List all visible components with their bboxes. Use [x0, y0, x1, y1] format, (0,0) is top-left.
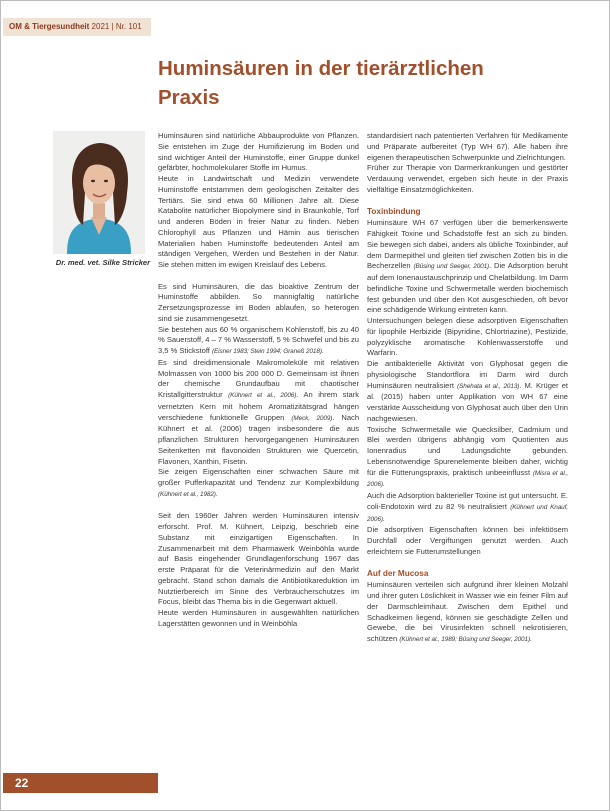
citation: (Shehata et al., 2013) — [457, 382, 520, 390]
paragraph-text: Sie zeigen Eigenschaften einer schwachen Säure mit großer Pufferkapazität und Tendenz zur Komplexbildung — [158, 467, 359, 487]
author-portrait-image — [53, 131, 145, 254]
author-photo — [53, 131, 145, 254]
paragraph: Heute in Landwirtschaft und Medizin verwendete Huminstoffe entstammen dem geologischen Zeitalter des Tertiärs. Sie sind etwa 60 Millionen Jahre alt. Diese Katabolite natürlicher Biopolymere sind in Braunkohle, Torf und anderen Böden in freier Natur zu finden. Neben Chlorophyll aus Pflanzen und Hämin aus tierischen Materialien haben Huminstoffe bedeutenden Anteil am ständigen Vergehen, Werden und Bestehen in der Natur. Sie stehen mitten im ewigen Kreislauf des Lebens. — [158, 174, 359, 269]
paragraph-text: Es sind dreidimensionale Makromoleküle mit relativen Molmassen von 1000 bis 200 000 D. Gemeinsam ist ihnen der chemische Grundaufbau mit chaotischer Kristallgitterstruktur — [158, 357, 359, 399]
paragraph-text: . An ihrem stark vernetzten Kern mit hohem Aromatizitätsgrad hängen verschiedene funktionelle Gruppen — [158, 390, 359, 422]
page-number: 22 — [15, 776, 29, 790]
text-column-right — [367, 131, 568, 646]
paragraph-gap — [367, 196, 568, 207]
publication-name: OM & Tiergesundheit — [9, 22, 90, 31]
paragraph — [367, 491, 568, 525]
paragraph-text: Auch die Adsorption bakterieller Toxine ist gut untersucht. E. coli-Endotoxin wird zu 82 % neutralisiert — [367, 491, 568, 511]
citation: (Büsing und Seeger, 2001) — [413, 263, 490, 271]
paragraph: Huminsäuren sind natürliche Abbauprodukte von Pflanzen. Sie entstehen im Zuge der Humifizierung im Boden und sind wichtiger Anteil der Huminstoffe, einer Gruppe dunkel gefärbter, hochmolekularer Stoffe im Humus. — [158, 131, 359, 173]
title-line-2: Praxis — [158, 86, 220, 109]
paragraph-text: . M. Krüger et al. (2015) haben unter Applikation von WH 67 eine verstärkte Ausscheidung von Glyphosat auch über den Urin nachgewiesen. — [367, 380, 568, 423]
paragraph-gap — [158, 501, 359, 512]
paragraph — [158, 467, 359, 500]
paragraph: Seit den 1960er Jahren werden Huminsäuren intensiv erforscht. Prof. M. Kühnert, Leipzig, beschrieb eine Substanz mit einzigartigen Eigenschaften. In Zusammenarbeit mit dem Pharmawerk Weinböhla wurde auf Basis eingehender Grundlagenforschung 1967 das erste Präparat für die Veterinärmedizin auf den Markt gebracht. Stand schon damals die Antibiotikareduktion im Nutztierbereich im Sinne des Verbraucherschutzes im Focus, bleibt das Thema bis in die Gegenwart aktuell. — [158, 511, 359, 607]
citation: (Kühnert und Knauf, 2006). — [367, 503, 568, 523]
paragraph-text: . Die Adsorption beruht auf dem Ionenaustauschprinzip und Chelatbildung. Im Darm befindliche Toxine und Schwermetalle werden biochemisch fest gebunden und über den Kot ausgeschieden, oft bevor eine schädigende Wirkung eintreten kann. — [367, 261, 568, 315]
author-caption: Dr. med. vet. Silke Stricker — [55, 258, 150, 267]
paragraph: Untersuchungen belegen diese adsorptiven Eigenschaften für lipophile Herbizide (Bipyridine, Chlortriazine), Pestizide, polyzyklische aromatische Kohlenwasserstoffe und Warfarin. — [367, 316, 568, 358]
issue-info: 2021 | Nr. 101 — [91, 22, 142, 31]
paragraph — [367, 425, 568, 492]
footer-bar — [3, 773, 158, 793]
paragraph: Heute werden Huminsäuren in ausgewählten natürlichen Lagerstätten gewonnen und in Weinböhla — [158, 608, 359, 628]
citation: (Kühnert et al., 1989; Büsing und Seeger, 2001). — [399, 636, 532, 643]
citation: (Misra et al., 2006). — [367, 469, 568, 489]
paragraph-gap — [367, 558, 568, 569]
text-column-left — [158, 131, 359, 630]
paragraph: standardisiert nach patentierten Verfahren für Medikamente und Präparate aufbereitet (Typ WH 67). Alle haben ihre eigenen therapeutischen Schwerpunkte und Zielrichtungen. — [367, 131, 568, 162]
paragraph-text: Toxische Schwermetalle wie Quecksilber, Cadmium und Blei werden übrigens abhängig vom Quotienten aus Ionenradius und Ladungsdichte gebunden. Lebensnotwendige Spurenelemente bleiben daher, wichtig für die Fütterungspraxis, praktisch unbeeinflusst — [367, 424, 568, 477]
paragraph-text: Die antibakterielle Aktivität von Glyphosat gegen die physiologische Standortflora im Darm wird durch Huminsäuren neutralisiert — [367, 359, 568, 390]
paragraph-gap — [158, 271, 359, 282]
paragraph: Es sind Huminsäuren, die das bioaktive Zentrum der Huminstoffe abbilden. So mannigfaltig natürliche Zersetzungsprozesse im Boden ablaufen, so heterogen sind sie zusammengesetzt. — [158, 281, 359, 323]
paragraph — [158, 358, 359, 468]
citation: (Meck, 2009) — [291, 414, 333, 422]
section-heading-toxinbindung: Toxinbindung — [367, 207, 421, 217]
paragraph — [367, 580, 568, 646]
paragraph-text: Huminsäure WH 67 verfügen über die bemerkenswerte Fähigkeit Toxine und Schadstoffe fest an sich zu binden. Sie bewegen sich dabei, anders als übliche Toxinbinder, auf dem Darmepithel und gleiten tief zwischen Zotten bis in die Becherzellen — [367, 218, 568, 271]
header-bar — [3, 18, 151, 36]
citation: (Kühnert et al., 1982). — [158, 490, 218, 498]
paragraph-text: Huminsäuren verteilen sich aufgrund ihrer kleinen Molzahl und ihrer guten Löslichkeit in Wasser wie ein feiner Film auf der Darmschleimhaut. Zwischen dem Epithel und Schadkeimen liegend, können sie geschädigte Zellen und Gewebe, die bei Virusinfekten schnell nekrotisieren, schützen — [367, 580, 568, 643]
paragraph — [158, 325, 359, 358]
paragraph: Früher zur Therapie von Darmerkrankungen und gestörter Verdauung verwendet, ergeben sich heute in der Praxis vielfältige Einsatzmöglichkeiten. — [367, 163, 568, 194]
section-heading-mucosa: Auf der Mucosa — [367, 569, 429, 579]
article-title — [158, 54, 578, 112]
paragraph-text: Sie bestehen aus 60 % organischem Kohlenstoff, bis zu 40 % Sauerstoff, 4 – 7 % Wasserstoff, 5 % Schwefel und bis zu 3,5 % Stickstoff — [158, 324, 359, 355]
paragraph: Die adsorptiven Eigenschaften können bei infektiösem Durchfall oder Vergiftungen genutzt werden. Auch erleichtern sie Futterumstellungen — [367, 525, 568, 556]
paragraph-text: . Nach Kühnert et al. (2006) tragen insbesondere die aus pflanzlichen Strukturen hervorgegangenen Huminsäuren Seitenketten mit flavonoiden Strukturen wie Quercetin, Flavonen, Xanthin, Fisetin. — [158, 412, 360, 466]
citation: (Eisner 1983; Stein 1994; Graneß 2018). — [211, 348, 324, 355]
title-line-1: Huminsäuren in der tierärztlichen — [158, 57, 484, 80]
paragraph — [367, 359, 568, 425]
paragraph — [367, 218, 568, 316]
citation: (Kühnert et al., 2006) — [228, 392, 297, 399]
